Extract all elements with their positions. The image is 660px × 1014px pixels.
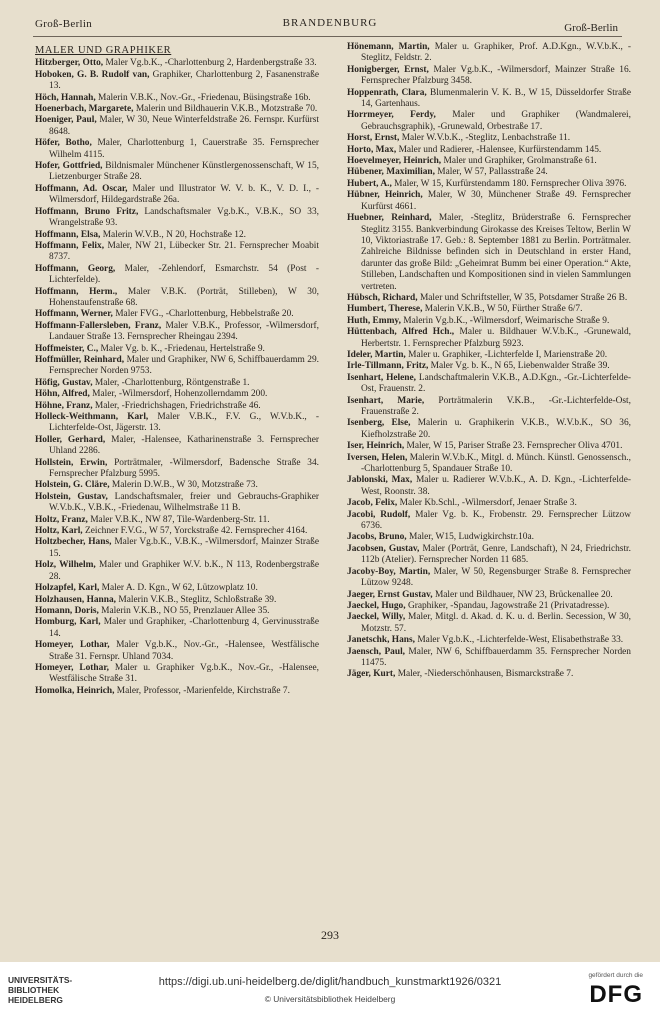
entry-name: Janetschk, Hans, <box>347 635 415 646</box>
directory-entry <box>35 458 319 481</box>
directory-entry <box>347 373 631 396</box>
entry-name: Isenberg, Else, <box>347 418 411 429</box>
entry-name: Iser, Heinrich, <box>347 441 405 452</box>
entry-details: Maler, -Zehlendorf, Esmarchstr. 54 (Post -Lichterfelde). <box>49 263 319 286</box>
entry-details: Maler, NW 6, Schiffbauerdamm 35. Fernsprecher Norden 11475. <box>361 646 631 668</box>
entry-details: Maler, -Halensee, Katharinenstraße 3. Fernsprecher Uhland 2286. <box>49 434 320 457</box>
entry-details: Blumenmalerin V. K. B., W 15, Düsseldorfer Straße 14, Gartenhaus. <box>361 87 632 110</box>
page-number: 293 <box>321 928 339 942</box>
entry-name: Hoenerbach, Margarete, <box>35 104 134 115</box>
directory-entry <box>35 560 319 583</box>
directory-entry <box>347 418 631 441</box>
entry-details: Landschaftmalerin V.K.B., A.D.Kgn., -Gr.-Lichterfelde-Ost, Frauenstr. 2. <box>361 372 632 395</box>
directory-entry <box>347 213 631 293</box>
directory-entry <box>35 138 319 161</box>
directory-entry <box>35 401 319 412</box>
directory-entry <box>347 361 631 372</box>
entry-name: Huebner, Reinhard, <box>347 213 432 224</box>
directory-entry <box>35 104 319 115</box>
entry-name: Jablonski, Max, <box>347 475 413 486</box>
directory-entry <box>347 65 631 88</box>
directory-entry <box>347 544 631 567</box>
entry-details: Maler, NW 21, Lübecker Str. 21. Fernsprecher Moabit 8737. <box>49 240 320 263</box>
entry-details: Maler, W 30, Neue Winterfeldstraße 26. Fernspr. Kurfürst 8648. <box>49 115 320 137</box>
entry-name: Isenhart, Marie, <box>347 395 425 406</box>
entry-details: Maler Vg.b.K., -Wilmersdorf, Mainzer Straße 16. Fernsprecher Pfalzburg 3458. <box>361 64 631 87</box>
entry-name: Holleck-Weithmann, Karl, <box>35 412 149 422</box>
directory-entry <box>35 595 319 606</box>
entry-name: Hoboken, G. B. Rudolf van, <box>35 69 150 80</box>
entry-details: Maler u. Graphiker, Prof. A.D.Kgn., W.V.b.K., -Steglitz, Feldstr. 2. <box>361 42 631 64</box>
entry-details: Maler und Graphiker, Grolmanstraße 61. <box>443 156 597 167</box>
entry-details: Maler, -Wilmersdorf, Hohenzollerndamm 200. <box>92 389 268 400</box>
directory-entry <box>347 475 631 498</box>
entry-name: Horrmeyer, Ferdy, <box>347 110 436 121</box>
running-header-left: Groß-Berlin <box>35 18 93 30</box>
directory-entry <box>35 207 319 230</box>
entry-details: Maler und Illustrator W. V. b. K., V. D. I., -Wilmersdorf, Hildegardstraße 26a. <box>49 183 319 206</box>
entry-name: Holz, Wilhelm, <box>35 560 96 571</box>
directory-entry <box>35 344 319 355</box>
directory-entry <box>347 133 631 144</box>
directory-entry <box>35 537 319 560</box>
entry-name: Jäger, Kurt, <box>347 669 396 680</box>
entry-name: Humbert, Therese, <box>347 304 423 315</box>
entry-details: Maler u. Graphiker Vg.b.K., Nov.-Gr., -Halensee, Westfälische Straße 31. <box>49 662 319 685</box>
directory-entry <box>35 686 319 697</box>
directory-entry <box>347 647 631 670</box>
copyright-notice: © Universitätsbibliothek Heidelberg <box>264 994 396 1004</box>
directory-entry <box>35 606 319 617</box>
entry-details: Maler V.B.K., Professor, -Wilmersdorf, Landauer Straße 13. Fernsprecher Rheingau 2394. <box>49 320 320 343</box>
entry-name: Hönemann, Martin, <box>347 42 430 52</box>
entry-name: Hoffmann, Elsa, <box>35 229 101 240</box>
entry-name: Ideler, Martin, <box>347 349 406 360</box>
right-column <box>347 42 631 681</box>
entry-details: Maler u. Bildhauer W.V.b.K., -Grunewald, Herbertstr. 1. Fernsprecher Pfalzburg 5923. <box>361 327 631 349</box>
entry-details: Maler und Bildhauer, NW 23, Brückenallee 20. <box>434 589 613 600</box>
entry-details: Malerin V.K.B., W 50, Fürther Straße 6/7. <box>424 304 583 315</box>
entry-name: Hoffmeister, C., <box>35 343 99 354</box>
entry-name: Jacoby-Boy, Martin, <box>347 566 431 577</box>
directory-entry <box>35 583 319 594</box>
directory-entry <box>35 115 319 138</box>
entry-details: Malerin W.V.b.K., Mitgl. d. Münch. Künstl. Genossensch., -Charlottenburg 5, Spandauer Straße 10. <box>361 452 631 475</box>
entry-details: Bildnismaler Münchener Künstlergenossenschaft, W 15, Lietzenburger Straße 28. <box>49 161 319 183</box>
directory-entry <box>35 264 319 287</box>
entry-name: Hoffmann, Georg, <box>35 263 116 274</box>
entry-name: Holler, Gerhard, <box>35 434 106 445</box>
entry-name: Huth, Emmy, <box>347 315 401 326</box>
entry-details: Zeichner F.V.G., W 57, Yorckstraße 42. Fernsprecher 4164. <box>85 526 308 537</box>
entry-details: Maler Vg.b.K., V.B.K., -Wilmersdorf, Mainzer Straße 15. <box>49 537 320 559</box>
entry-name: Hubert, A., <box>347 178 392 189</box>
directory-entry <box>347 167 631 178</box>
directory-entry <box>35 435 319 458</box>
entry-name: Hoffmann, Felix, <box>35 240 105 251</box>
entry-name: Hoffmüller, Reinhard, <box>35 354 125 365</box>
entry-name: Hoffmann, Werner, <box>35 309 113 320</box>
entry-details: Maler, Professor, -Marienfelde, Kirchstraße 7. <box>116 685 290 696</box>
entry-name: Jaeckel, Hugo, <box>347 600 406 611</box>
entry-name: Höfig, Gustav, <box>35 377 93 388</box>
entry-name: Hübsch, Richard, <box>347 292 418 303</box>
entry-name: Jacob, Felix, <box>347 498 398 509</box>
entry-name: Höhne, Franz, <box>35 400 93 411</box>
entry-details: Malerin D.W.B., W 30, Motzstraße 73. <box>111 480 258 491</box>
directory-entry <box>35 663 319 686</box>
entry-name: Irle-Tillmann, Fritz, <box>347 361 429 372</box>
entry-details: Landschaftsmaler, freier und Gebrauchs-Graphiker W.V.b.K., V.B.K., -Friedenau, Wilhelmstraße 11 B. <box>49 491 319 514</box>
entry-name: Hoffmann, Herm., <box>35 286 118 297</box>
directory-entry <box>347 304 631 315</box>
directory-entry <box>347 567 631 590</box>
directory-entry <box>35 93 319 104</box>
directory-entry <box>35 287 319 310</box>
directory-entry <box>347 441 631 452</box>
entry-details: Graphiker, -Spandau, Jagowstraße 21 (Privatadresse). <box>407 600 610 611</box>
entry-name: Homburg, Karl, <box>35 617 101 628</box>
entry-details: Maler, Mitgl. d. Akad. d. K. u. d. Berlin. Secession, W 30, Motzstr. 57. <box>361 612 632 634</box>
directory-entry <box>347 510 631 533</box>
permalink-url[interactable]: https://digi.ub.uni-heidelberg.de/diglit/handbuch_kunstmarkt1926/0321 <box>158 976 502 988</box>
entry-name: Isenhart, Helene, <box>347 372 417 383</box>
entry-name: Holzapfel, Karl, <box>35 583 100 594</box>
entry-details: Maler u. Graphiker, -Lichterfelde I, Marienstraße 20. <box>408 349 608 360</box>
entry-name: Hoffmann-Fallersleben, Franz, <box>35 320 162 331</box>
directory-entry <box>347 590 631 601</box>
entry-name: Homeyer, Lothar, <box>35 640 110 651</box>
directory-entry <box>35 492 319 515</box>
directory-entry <box>347 669 631 680</box>
entry-name: Jacobi, Rudolf, <box>347 509 411 520</box>
entry-name: Holstein, Gustav, <box>35 491 108 502</box>
entry-details: Maler und Graphiker, NW 6, Schiffbauerdamm 29. Fernsprecher Norden 9753. <box>49 354 319 377</box>
entry-details: Maler, W 57, Pallasstraße 24. <box>437 167 548 178</box>
directory-entry <box>347 635 631 646</box>
entry-details: Maler Vg.b.K., Nov.-Gr., -Halensee, Westfälische Straße 31. Fernspr. Uhland 7034. <box>49 640 319 662</box>
entry-name: Hitzberger, Otto, <box>35 58 104 69</box>
directory-entry <box>347 498 631 509</box>
entry-name: Hollstein, Erwin, <box>35 457 108 468</box>
entry-name: Holtz, Franz, <box>35 514 88 525</box>
entry-name: Holzhausen, Hanna, <box>35 594 117 605</box>
directory-entry <box>347 532 631 543</box>
directory-entry <box>347 327 631 350</box>
directory-entry <box>347 156 631 167</box>
entry-details: Maler, -Friedrichshagen, Friedrichstraße 46. <box>94 400 261 411</box>
entry-details: Maler, W 30, Münchener Straße 49. Fernsprecher Kurfürst 4661. <box>361 190 631 212</box>
entry-name: Hübner, Heinrich, <box>347 190 423 201</box>
directory-entry <box>35 230 319 241</box>
entry-details: Maler, -Niederschönhausen, Bismarckstraße 7. <box>397 669 574 680</box>
entry-name: Holstein, G. Cläre, <box>35 480 110 491</box>
directory-entry <box>347 179 631 190</box>
directory-entry <box>347 110 631 133</box>
directory-entry <box>35 355 319 378</box>
directory-entry <box>347 190 631 213</box>
entry-details: Maler V.B.K., NW 87, Tile-Wardenberg-Str. 11. <box>90 514 270 525</box>
entry-details: Maler und Schriftsteller, W 35, Potsdamer Straße 26 B. <box>419 292 628 303</box>
header-rule <box>33 36 622 37</box>
entry-details: Maler und Graphiker, -Charlottenburg 4, Gervinusstraße 14. <box>49 617 320 639</box>
dfg-logo[interactable]: DFG <box>589 981 643 1008</box>
directory-entry <box>347 453 631 476</box>
directory-entry <box>347 612 631 635</box>
directory-entry <box>35 640 319 663</box>
entry-name: Homann, Doris, <box>35 605 99 616</box>
directory-entry <box>347 88 631 111</box>
entry-details: Maler u. Radierer W.V.b.K., A. D. Kgn., -Lichterfelde-West, Roonstr. 38. <box>361 475 631 497</box>
entry-name: Iversen, Helen, <box>347 452 408 463</box>
entry-details: Porträtmalerin V.K.B., -Gr.-Lichterfelde-Ost, Frauenstraße 2. <box>361 395 631 417</box>
directory-entry <box>347 145 631 156</box>
entry-name: Hüttenbach, Alfred Hch., <box>347 327 455 338</box>
entry-name: Hofer, Gottfried, <box>35 161 103 172</box>
entry-name: Höfer, Botho, <box>35 138 92 149</box>
entry-name: Hoevelmeyer, Heinrich, <box>347 156 442 167</box>
entry-name: Jaeger, Ernst Gustav, <box>347 589 433 600</box>
entry-details: Malerin W.V.B., N 20, Hochstraße 12. <box>102 229 247 240</box>
entry-details: Maler Kb.Schl., -Wilmersdorf, Jenaer Straße 3. <box>399 498 577 509</box>
entry-name: Jacobsen, Gustav, <box>347 543 420 554</box>
directory-entry <box>347 293 631 304</box>
entry-details: Maler FVG., -Charlottenburg, Hebbelstraße 20. <box>115 309 294 320</box>
entry-details: Maler, W15, Ludwigkirchstr.10a. <box>409 532 534 543</box>
entry-name: Jaeckel, Willy, <box>347 612 406 623</box>
entry-details: Maler, W 50, Regensburger Straße 8. Fernsprecher Lützow 9248. <box>361 566 631 589</box>
entry-details: Malerin V.K.B., NO 55, Prenzlauer Allee 35. <box>101 605 270 616</box>
entry-name: Höch, Hannah, <box>35 92 96 103</box>
directory-entry <box>35 241 319 264</box>
directory-entry <box>35 378 319 389</box>
entry-details: Maler, W 15, Kurfürstendamm 180. Fernsprecher Oliva 3976. <box>394 178 627 189</box>
entry-name: Hübener, Maximilian, <box>347 167 435 178</box>
entry-name: Hoffmann, Bruno Fritz, <box>35 206 139 217</box>
entry-name: Horto, Max, <box>347 144 397 155</box>
entry-details: Maler, W 15, Pariser Straße 23. Fernsprecher Oliva 4701. <box>406 441 623 452</box>
library-logo[interactable]: UNIVERSITÄTS- BIBLIOTHEK HEIDELBERG <box>8 975 73 1005</box>
directory-entry <box>347 601 631 612</box>
entry-name: Holtz, Karl, <box>35 526 83 537</box>
entry-details: Maler Vg.b.K., -Lichterfelde-West, Elisabethstraße 33. <box>417 635 624 646</box>
entry-details: Maler, -Steglitz, Brüderstraße 6. Fernsprecher Steglitz 3155. Bankverbindung Girokasse des Kreises Teltow, Berlin W 10, Viktoriastraße 17. Geb.: 8. September 1881 zu Berlin. Porträtmaler. Zahlreiche Bildnisse befinden sich in Deutschland in erster Hand, darunter das große Bild: „Geheimrat Bumm bei einer Operation.“ Akte, Stilleben, Landschaften und Kompositionen sind in vielen Sammlungen vertreten. <box>361 213 631 292</box>
directory-entry <box>347 42 631 65</box>
entry-details: Maler Vg. b. K., N 65, Liebenwalder Straße 39. <box>430 361 610 372</box>
funded-by-label: gefördert durch die <box>588 972 643 979</box>
entry-details: Malerin und Bildhauerin V.K.B., Motzstraße 70. <box>135 104 318 115</box>
entry-details: Maler und Radierer, -Halensee, Kurfürstendamm 145. <box>398 144 602 155</box>
directory-entry <box>35 617 319 640</box>
entry-name: Hoppenrath, Clara, <box>347 87 427 98</box>
directory-entry <box>35 184 319 207</box>
directory-entry <box>35 321 319 344</box>
left-column <box>35 42 319 697</box>
entry-name: Jacobs, Bruno, <box>347 532 407 543</box>
directory-entry <box>347 350 631 361</box>
entry-details: Malerin V.B.K., Nov.-Gr., -Friedenau, Büsingstraße 16b. <box>98 92 311 103</box>
entry-details: Maler V.B.K. (Porträt, Stilleben), W 30, Hohenstaufenstraße 68. <box>49 286 320 308</box>
directory-entry <box>35 515 319 526</box>
entry-name: Homolka, Heinrich, <box>35 685 115 696</box>
entry-name: Hoffmann, Ad. Oscar, <box>35 183 128 194</box>
section-title: MALER UND GRAPHIKER <box>35 45 172 56</box>
entry-details: Maler, Charlottenburg 1, Cauerstraße 35. Fernsprecher Wilhelm 4115. <box>49 138 319 160</box>
entry-details: Maler A. D. Kgn., W 62, Lützowplatz 10. <box>101 583 258 594</box>
entry-details: Maler W.V.b.K., -Steglitz, Lenbachstraße 11. <box>401 133 571 144</box>
entry-details: Maler und Graphiker W.V. b.K., N 113, Rodenbergstraße 28. <box>49 560 320 582</box>
entry-details: Maler (Porträt, Genre, Landschaft), N 24, Friedrichstr. 112b (Atelier). Fernsprecher Norden 11 685. <box>361 543 632 566</box>
entry-details: Maler Vg.b.K., -Charlottenburg 2, Hardenbergstraße 33. <box>105 58 317 69</box>
entry-name: Holtzbecher, Hans, <box>35 537 112 548</box>
directory-entry <box>35 412 319 435</box>
entry-name: Horst, Ernst, <box>347 133 400 144</box>
entry-details: Maler Vg. b. K., -Friedenau, Hertelstraße 9. <box>100 343 265 354</box>
entry-details: Landschaftsmaler Vg.b.K., V.B.K., SO 33, Wrangelstraße 93. <box>49 206 319 229</box>
entry-details: Graphiker, Charlottenburg 2, Fasanenstraße 13. <box>49 69 320 92</box>
running-header-right: Groß-Berlin <box>564 22 618 34</box>
directory-entry <box>347 396 631 419</box>
entry-name: Homeyer, Lothar, <box>35 662 109 673</box>
entry-details: Maler Vg. b. K., Frobenstr. 29. Fernsprecher Lützow 6736. <box>361 509 632 532</box>
running-header-center: BRANDENBURG <box>282 17 378 29</box>
entry-details: Maler, -Charlottenburg, Röntgenstraße 1. <box>94 377 250 388</box>
entry-details: Porträtmaler, -Wilmersdorf, Badensche Straße 34. Fernsprecher Pfalzburg 5995. <box>49 457 319 480</box>
entry-name: Honigberger, Ernst, <box>347 64 429 75</box>
directory-entry <box>35 480 319 491</box>
viewer-footer <box>0 962 660 1014</box>
entry-details: Maler und Graphiker (Wandmalerei, Gebrauchsgraphik), -Grunewald, Orbestraße 17. <box>361 110 631 132</box>
directory-entry <box>35 58 319 69</box>
directory-entry <box>35 389 319 400</box>
entry-name: Hoeniger, Paul, <box>35 115 97 126</box>
directory-entry <box>35 161 319 184</box>
entry-details: Malerin Vg.b.K., -Wilmersdorf, Weimarische Straße 9. <box>403 315 610 326</box>
directory-entry <box>35 526 319 537</box>
entry-details: Malerin V.K.B., Steglitz, Schloßstraße 39. <box>118 594 277 605</box>
entry-name: Höhn, Alfred, <box>35 389 90 400</box>
directory-entry <box>35 309 319 320</box>
entry-details: Malerin u. Graphikerin V.K.B., W.V.b.K., SO 36, Kiefholzstraße 20. <box>361 418 632 440</box>
directory-entry <box>35 70 319 93</box>
directory-entry <box>347 316 631 327</box>
entry-name: Jaensch, Paul, <box>347 646 406 657</box>
entry-details: Maler V.B.K., F.V. G., W.V.b.K., -Lichterfelde-Ost, Jägerstr. 13. <box>49 412 319 434</box>
